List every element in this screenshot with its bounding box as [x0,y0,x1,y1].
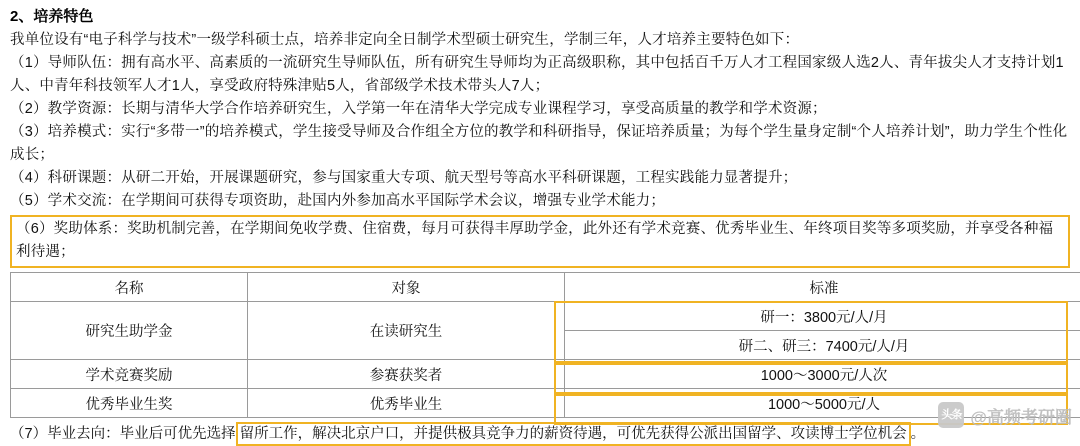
feature-item-6: （6）奖助体系：奖助机制完善，在学期间免收学费、住宿费，每月可获得丰厚助学金，此外还有学术竞赛、优秀毕业生、年终项目奖等多项奖励，并享受各种福利待遇； [16,218,1064,264]
intro-paragraph: 我单位设有“电子科学与技术”一级学科硕士点，培养非定向全日制学术型硕士研究生，学制三年，人才培养主要特色如下： [10,29,1070,52]
feature-item-4: （4）科研课题：从研二开始，开展课题研究，参与国家重大专项、航天型号等高水平科研课题，工程实践能力显著提升； [10,167,1070,190]
toutiao-logo-icon: 头条 [938,402,964,428]
row-2-name: 学术竞赛奖励 [11,360,248,389]
footer-suffix: 。 [911,426,926,442]
table-row [11,389,1080,418]
row-1-standard-a: 研一：3800元/人/月 [565,302,1080,331]
table-header-standard: 标准 [565,273,1080,302]
row-2-standard: 1000～3000元/人次 [565,360,1080,389]
table-row [11,360,1080,389]
table-header-target: 对象 [248,273,565,302]
footer-highlight: 留所工作，解决北京户口，并提供极具竞争力的薪资待遇，可优先获得公派出国留学、攻读博士学位机会 [236,422,911,446]
table-header-name: 名称 [11,273,248,302]
feature-item-2: （2）教学资源：长期与清华大学合作培养研究生，入学第一年在清华大学完成专业课程学习，享受高质量的教学和学术资源； [10,98,1070,121]
table-row [11,302,1080,331]
table-header-row [11,273,1080,302]
feature-item-1: （1）导师队伍：拥有高水平、高素质的一流研究生导师队伍，所有研究生导师均为正高级职称，其中包括百千万人才工程国家级人选2人、青年拔尖人才支持计划1人、中青年科技领军人才1人，享受政府特殊津贴5人，省部级学术技术带头人7人； [10,52,1070,98]
footer-prefix: （7）毕业去向：毕业后可优先选择 [10,426,236,442]
row-1-target: 在读研究生 [248,302,565,360]
row-3-standard: 1000～5000元/人 [565,389,1080,418]
footer-row [10,422,1070,446]
row-1-standard-b: 研二、研三：7400元/人/月 [565,331,1080,360]
highlight-box-scholarship [10,215,1070,268]
row-3-target: 优秀毕业生 [248,389,565,418]
row-3-name: 优秀毕业生奖 [11,389,248,418]
feature-item-5: （5）学术交流：在学期间可获得专项资助，赴国内外参加高水平国际学术会议，增强专业学术能力； [10,190,1070,213]
row-2-target: 参赛获奖者 [248,360,565,389]
scholarship-table [10,272,1080,418]
section-title: 2、培养特色 [10,6,1070,28]
watermark-text: @高频考研圈 [970,403,1072,428]
row-1-name: 研究生助学金 [11,302,248,360]
feature-item-3: （3）培养模式：实行“多带一”的培养模式，学生接受导师及合作组全方位的教学和科研指导，保证培养质量；为每个学生量身定制“个人培养计划”，助力学生个性化成长； [10,121,1070,167]
watermark [938,402,1072,428]
